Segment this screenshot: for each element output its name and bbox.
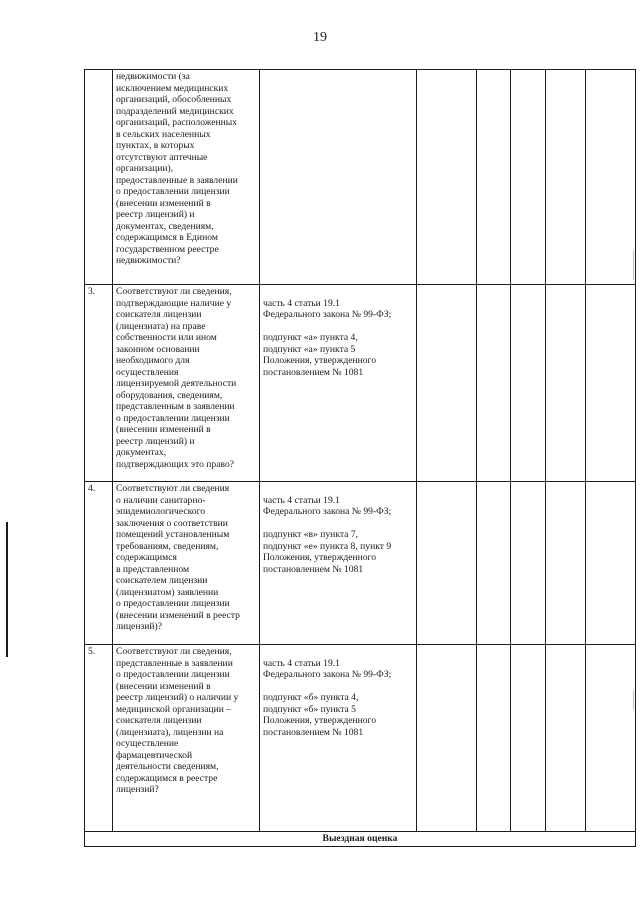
row-number: 5. — [85, 645, 113, 832]
table-row — [85, 285, 636, 482]
law-reference: часть 4 статьи 19.1 Федерального закона № 99-ФЗ; — [263, 494, 392, 517]
requirement-reference — [260, 285, 417, 482]
comment-cell — [586, 482, 636, 645]
note-cell — [546, 645, 586, 832]
checklist-table — [84, 69, 636, 847]
law-reference: часть 4 статьи 19.1 Федерального закона № 99-ФЗ; — [263, 297, 392, 320]
table-row — [85, 645, 636, 832]
question-text: Соответствуют ли сведения о наличии санитарно- эпидемиологического заключения о соответствии помещений установленным требованиям, сведениям, содержащимся в представленном соискателем лицензии (лицензиатом) заявлении о предоставлении лицензии (внесении изменений в реестр лицензий)? — [113, 482, 260, 645]
note-cell — [546, 482, 586, 645]
row-number — [85, 70, 113, 285]
answer-no-cell — [477, 285, 511, 482]
question-text: Соответствуют ли сведения, представленные в заявлении о предоставлении лицензии (внесении изменений в реестр лицензий) о наличии у медицинской организации – соискателя лицензии (лицензиата), лицензии на осуществление фармацевтической деятельности сведениям, содержащимся в реестре лицензий? — [113, 645, 260, 832]
comment-cell — [586, 70, 636, 285]
regulation-reference: подпункт «б» пункта 4, подпункт «б» пункта 5 Положения, утвержденного постановлением № 1081 — [263, 692, 377, 738]
table-row — [85, 482, 636, 645]
answer-no-cell — [477, 645, 511, 832]
answer-no-cell — [477, 482, 511, 645]
requirement-reference — [260, 70, 417, 285]
not-applicable-cell — [511, 285, 546, 482]
answer-no-cell — [477, 70, 511, 285]
comment-cell — [586, 285, 636, 482]
answer-yes-cell — [417, 70, 477, 285]
requirement-reference — [260, 645, 417, 832]
answer-yes-cell — [417, 645, 477, 832]
not-applicable-cell — [511, 645, 546, 832]
question-text: недвижимости (за исключением медицинских организаций, обособленных подразделений медицинских организаций, расположенных в сельских населенных пунктах, в которых отсутствуют аптечные организации), предоставленные в заявлении о предоставлении лицензии (внесении изменений в реестр лицензий) и документах, сведениям, содержащимся в Едином государственном реестре недвижимости? — [113, 70, 260, 285]
page-number: 19 — [313, 30, 327, 45]
note-cell — [546, 285, 586, 482]
not-applicable-cell — [511, 70, 546, 285]
row-number: 3. — [85, 285, 113, 482]
requirement-reference — [260, 482, 417, 645]
regulation-reference: подпункт «а» пункта 4, подпункт «а» пункта 5 Положения, утвержденного постановлением № 1081 — [263, 332, 377, 378]
note-cell — [546, 70, 586, 285]
question-text: Соответствуют ли сведения, подтверждающие наличие у соискателя лицензии (лицензиата) на праве собственности или ином законном основании необходимого для осуществления лицензируемой деятельности оборудования, сведениям, представленным в заявлении о предоставлении лицензии (внесении изменений в реестр лицензий) и документах, подтверждающих это право? — [113, 285, 260, 482]
section-header: Выездная оценка — [85, 832, 636, 847]
law-reference: часть 4 статьи 19.1 Федерального закона № 99-ФЗ; — [263, 657, 392, 680]
table-row — [85, 70, 636, 285]
not-applicable-cell — [511, 482, 546, 645]
comment-cell — [586, 645, 636, 832]
answer-yes-cell — [417, 285, 477, 482]
section-header-row — [85, 832, 636, 847]
regulation-reference: подпункт «в» пункта 7, подпункт «е» пункта 8, пункт 9 Положения, утвержденного постановлением № 1081 — [263, 529, 392, 575]
answer-yes-cell — [417, 482, 477, 645]
scan-margin-mark — [6, 522, 8, 657]
row-number: 4. — [85, 482, 113, 645]
